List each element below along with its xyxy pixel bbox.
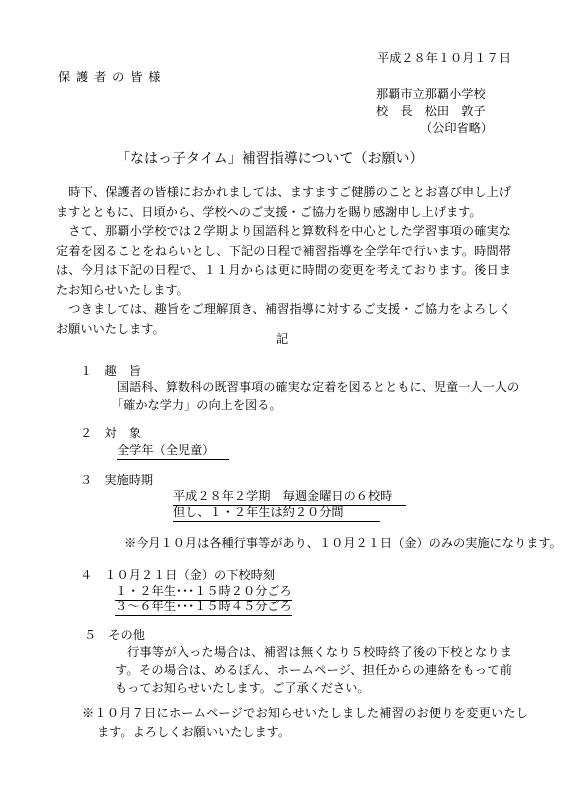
section-1-heading: １ 趣 旨 — [80, 364, 141, 378]
school-name: 那覇市立那覇小学校 — [376, 87, 486, 101]
section-4-line-1: １・２年生･･･１５時２０分ごろ — [115, 584, 292, 601]
body-paragraph-main: さて、那覇小学校では２学期より国語科と算数科を中心とした学習事項の確実な定着を図ることをねらいとし、下記の日程で補習指導を全学年で行います。時間帯は、今月は下記の日程で、１１月からは更に時間の変更を考えております。後日またお知らせいたします。 — [56, 224, 511, 297]
section-1-line-2: 「確かな学力」の向上を図る。 — [111, 398, 282, 412]
seal-omitted-note: （公印省略） — [420, 121, 494, 135]
issue-date: 平成２８年１０月１７日 — [376, 51, 511, 65]
section-4-heading: ４ １０月２１日（金）の下校時刻 — [80, 568, 275, 582]
principal-name: 校 長 松田 敦子 — [376, 104, 486, 118]
document-title: 「なはっ子タイム」補習指導について（お願い） — [116, 151, 424, 167]
section-1-line-1: 国語科、算数科の既習事項の確実な定着を図るとともに、児童一人一人の — [117, 380, 520, 394]
ki-heading: 記 — [276, 332, 289, 346]
section-2-value: 全学年（全児童） — [117, 443, 229, 460]
footer-note: ※１０月７日にホームページでお知らせいたしました補習のお便りを変更いたします。よろしくお願いいたします。 — [82, 706, 528, 739]
section-3-heading: ３ 実施時期 — [80, 473, 154, 487]
section-4-line-2: ３～６年生･･･１５時４５分ごろ — [115, 599, 292, 616]
section-2-heading: ２ 対 象 — [80, 426, 141, 440]
body-paragraph-greeting: 時下、保護者の皆様におかれましては、ますますご健勝のこととお喜び申し上げますとともに、日頃から、学校へのご支援・ご協力を賜り感謝申し上げます。 — [56, 185, 511, 219]
section-3-line-1: 平成２８年２学期 毎週金曜日の６校時 — [173, 489, 406, 506]
addressee: 保 護 者 の 皆 様 — [58, 70, 162, 84]
body-paragraph-request: つきましては、趣旨をご理解頂き、補習指導に対するご支援・ご協力をよろしくお願いいたします。 — [56, 302, 511, 336]
section-5-text: 行事等が入った場合は、補習は無くなり５校時終了後の下校となります。その場合は、めるぽん、ホームページ、担任からの連絡をもって前もってお知らせいたします。ご了承ください。 — [115, 645, 512, 695]
section-3-note: ※今月１０月は各種行事等があり、１０月２１日（金）のみの実施になります。 — [124, 536, 562, 550]
section-3-line-2: 但し、１・２年生は約２０分間 — [173, 505, 380, 522]
section-5-heading: ５ その他 — [84, 628, 145, 642]
